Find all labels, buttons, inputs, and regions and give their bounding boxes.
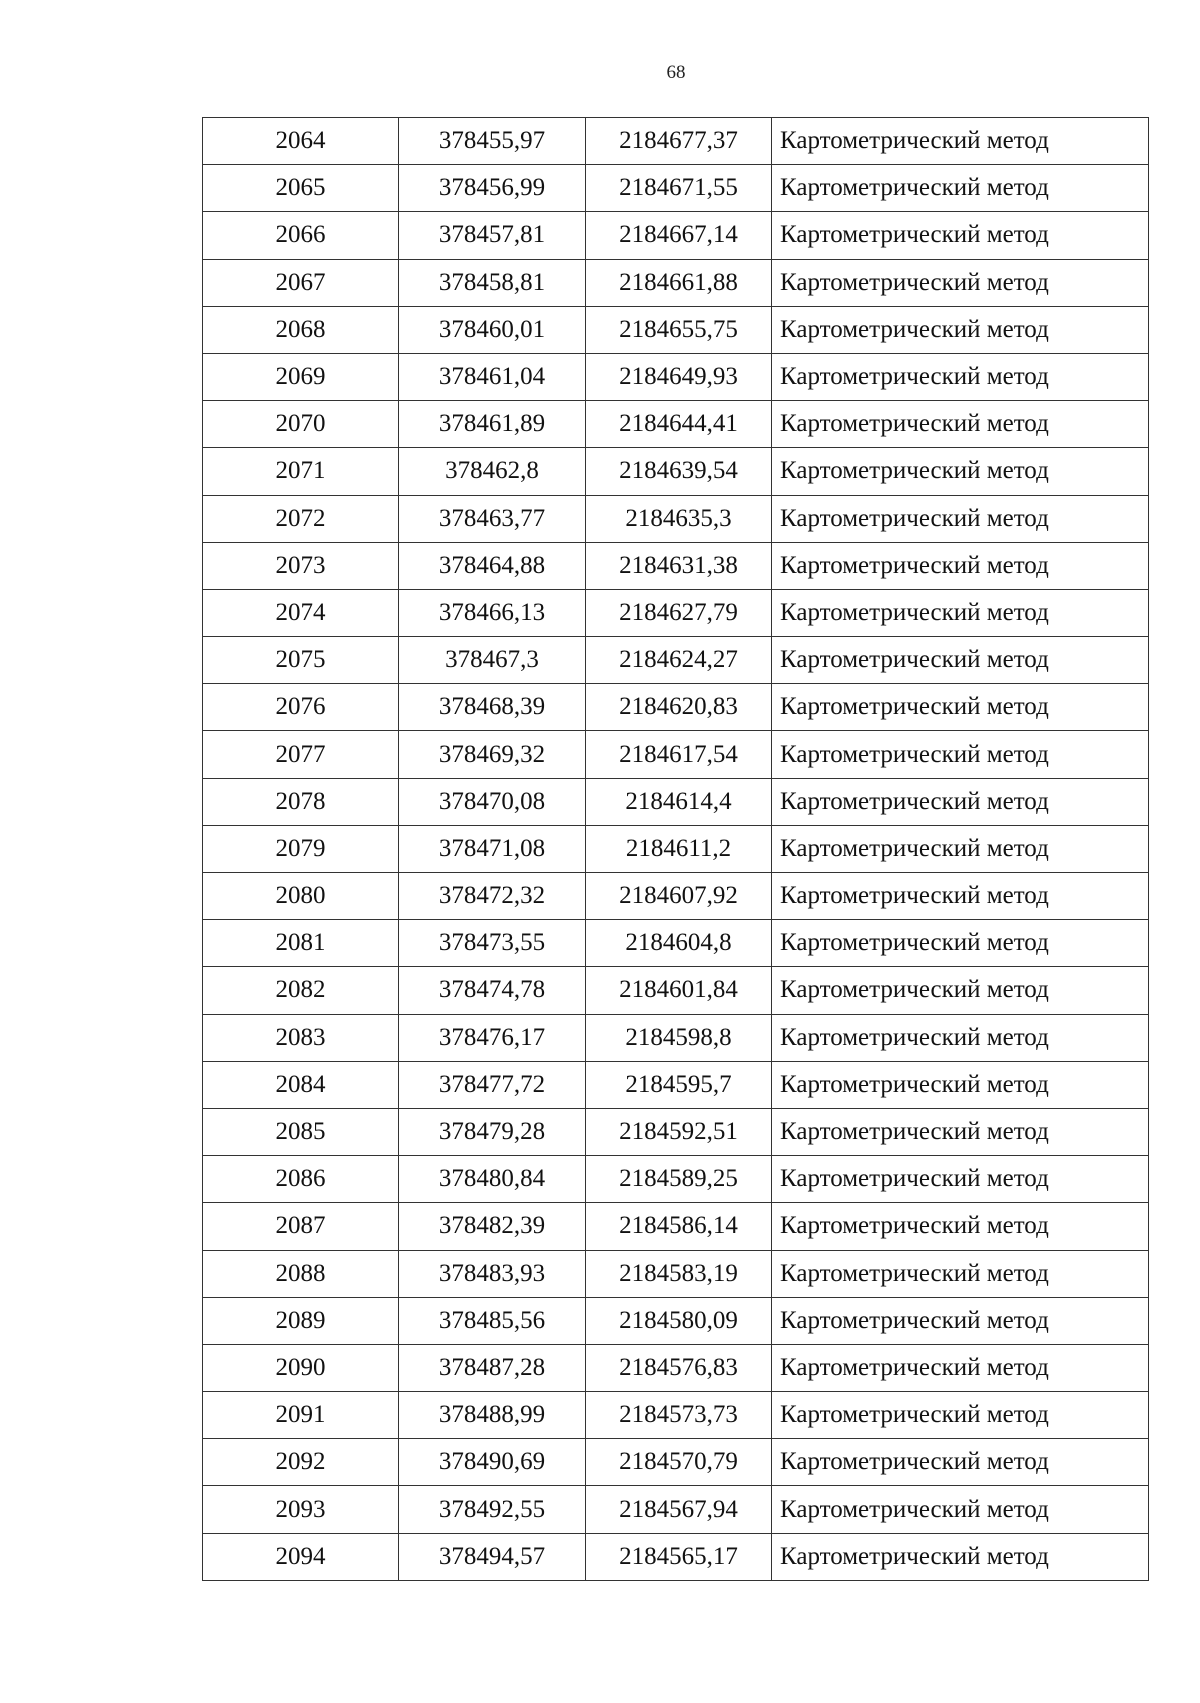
y-coordinate-cell: 2184595,7	[586, 1061, 772, 1108]
table-row	[203, 1203, 1149, 1250]
table-row	[203, 1108, 1149, 1155]
method-cell: Картометрический метод	[772, 873, 1149, 920]
method-cell: Картометрический метод	[772, 637, 1149, 684]
x-coordinate-cell: 378471,08	[399, 825, 586, 872]
x-coordinate-cell: 378487,28	[399, 1344, 586, 1391]
x-coordinate-cell: 378460,01	[399, 306, 586, 353]
y-coordinate-cell: 2184607,92	[586, 873, 772, 920]
point-number-cell: 2065	[203, 165, 399, 212]
table-row	[203, 1014, 1149, 1061]
y-coordinate-cell: 2184677,37	[586, 118, 772, 165]
point-number-cell: 2069	[203, 353, 399, 400]
y-coordinate-cell: 2184567,94	[586, 1486, 772, 1533]
table-row	[203, 1344, 1149, 1391]
point-number-cell: 2080	[203, 873, 399, 920]
y-coordinate-cell: 2184570,79	[586, 1439, 772, 1486]
table-row	[203, 1486, 1149, 1533]
x-coordinate-cell: 378480,84	[399, 1156, 586, 1203]
point-number-cell: 2086	[203, 1156, 399, 1203]
y-coordinate-cell: 2184592,51	[586, 1108, 772, 1155]
method-cell: Картометрический метод	[772, 731, 1149, 778]
method-cell: Картометрический метод	[772, 825, 1149, 872]
x-coordinate-cell: 378467,3	[399, 637, 586, 684]
x-coordinate-cell: 378457,81	[399, 212, 586, 259]
method-cell: Картометрический метод	[772, 1156, 1149, 1203]
point-number-cell: 2072	[203, 495, 399, 542]
x-coordinate-cell: 378472,32	[399, 873, 586, 920]
method-cell: Картометрический метод	[772, 684, 1149, 731]
table-row	[203, 165, 1149, 212]
x-coordinate-cell: 378490,69	[399, 1439, 586, 1486]
point-number-cell: 2090	[203, 1344, 399, 1391]
y-coordinate-cell: 2184635,3	[586, 495, 772, 542]
method-cell: Картометрический метод	[772, 118, 1149, 165]
y-coordinate-cell: 2184639,54	[586, 448, 772, 495]
x-coordinate-cell: 378482,39	[399, 1203, 586, 1250]
y-coordinate-cell: 2184604,8	[586, 920, 772, 967]
x-coordinate-cell: 378476,17	[399, 1014, 586, 1061]
y-coordinate-cell: 2184617,54	[586, 731, 772, 778]
point-number-cell: 2081	[203, 920, 399, 967]
point-number-cell: 2094	[203, 1533, 399, 1580]
x-coordinate-cell: 378473,55	[399, 920, 586, 967]
y-coordinate-cell: 2184589,25	[586, 1156, 772, 1203]
method-cell: Картометрический метод	[772, 967, 1149, 1014]
point-number-cell: 2073	[203, 542, 399, 589]
x-coordinate-cell: 378485,56	[399, 1297, 586, 1344]
point-number-cell: 2076	[203, 684, 399, 731]
y-coordinate-cell: 2184667,14	[586, 212, 772, 259]
x-coordinate-cell: 378455,97	[399, 118, 586, 165]
x-coordinate-cell: 378461,04	[399, 353, 586, 400]
point-number-cell: 2074	[203, 589, 399, 636]
method-cell: Картометрический метод	[772, 401, 1149, 448]
point-number-cell: 2075	[203, 637, 399, 684]
table-row	[203, 967, 1149, 1014]
method-cell: Картометрический метод	[772, 495, 1149, 542]
x-coordinate-cell: 378488,99	[399, 1392, 586, 1439]
method-cell: Картометрический метод	[772, 259, 1149, 306]
x-coordinate-cell: 378469,32	[399, 731, 586, 778]
table-row	[203, 825, 1149, 872]
method-cell: Картометрический метод	[772, 1061, 1149, 1108]
x-coordinate-cell: 378470,08	[399, 778, 586, 825]
method-cell: Картометрический метод	[772, 1392, 1149, 1439]
y-coordinate-cell: 2184583,19	[586, 1250, 772, 1297]
table-row	[203, 542, 1149, 589]
y-coordinate-cell: 2184580,09	[586, 1297, 772, 1344]
method-cell: Картометрический метод	[772, 920, 1149, 967]
y-coordinate-cell: 2184649,93	[586, 353, 772, 400]
x-coordinate-cell: 378477,72	[399, 1061, 586, 1108]
y-coordinate-cell: 2184601,84	[586, 967, 772, 1014]
x-coordinate-cell: 378483,93	[399, 1250, 586, 1297]
table-row	[203, 778, 1149, 825]
table-row	[203, 259, 1149, 306]
point-number-cell: 2084	[203, 1061, 399, 1108]
table-row	[203, 1392, 1149, 1439]
x-coordinate-cell: 378468,39	[399, 684, 586, 731]
x-coordinate-cell: 378492,55	[399, 1486, 586, 1533]
table-row	[203, 1439, 1149, 1486]
method-cell: Картометрический метод	[772, 1203, 1149, 1250]
point-number-cell: 2079	[203, 825, 399, 872]
coordinates-table	[202, 117, 1149, 1581]
point-number-cell: 2067	[203, 259, 399, 306]
table-row	[203, 448, 1149, 495]
y-coordinate-cell: 2184614,4	[586, 778, 772, 825]
y-coordinate-cell: 2184655,75	[586, 306, 772, 353]
table-row	[203, 306, 1149, 353]
method-cell: Картометрический метод	[772, 1108, 1149, 1155]
table-row	[203, 353, 1149, 400]
table-row	[203, 1297, 1149, 1344]
point-number-cell: 2088	[203, 1250, 399, 1297]
table-row	[203, 495, 1149, 542]
method-cell: Картометрический метод	[772, 1014, 1149, 1061]
x-coordinate-cell: 378464,88	[399, 542, 586, 589]
coordinates-table-body	[203, 118, 1149, 1581]
point-number-cell: 2085	[203, 1108, 399, 1155]
method-cell: Картометрический метод	[772, 212, 1149, 259]
table-row	[203, 637, 1149, 684]
method-cell: Картометрический метод	[772, 1250, 1149, 1297]
method-cell: Картометрический метод	[772, 1297, 1149, 1344]
method-cell: Картометрический метод	[772, 1344, 1149, 1391]
y-coordinate-cell: 2184611,2	[586, 825, 772, 872]
x-coordinate-cell: 378466,13	[399, 589, 586, 636]
y-coordinate-cell: 2184598,8	[586, 1014, 772, 1061]
point-number-cell: 2089	[203, 1297, 399, 1344]
x-coordinate-cell: 378458,81	[399, 259, 586, 306]
method-cell: Картометрический метод	[772, 165, 1149, 212]
x-coordinate-cell: 378463,77	[399, 495, 586, 542]
method-cell: Картометрический метод	[772, 353, 1149, 400]
x-coordinate-cell: 378461,89	[399, 401, 586, 448]
table-row	[203, 212, 1149, 259]
table-row	[203, 1156, 1149, 1203]
table-row	[203, 1250, 1149, 1297]
table-row	[203, 118, 1149, 165]
x-coordinate-cell: 378494,57	[399, 1533, 586, 1580]
table-row	[203, 401, 1149, 448]
point-number-cell: 2093	[203, 1486, 399, 1533]
table-row	[203, 731, 1149, 778]
table-row	[203, 1061, 1149, 1108]
point-number-cell: 2077	[203, 731, 399, 778]
point-number-cell: 2066	[203, 212, 399, 259]
table-row	[203, 920, 1149, 967]
y-coordinate-cell: 2184661,88	[586, 259, 772, 306]
method-cell: Картометрический метод	[772, 448, 1149, 495]
y-coordinate-cell: 2184671,55	[586, 165, 772, 212]
x-coordinate-cell: 378456,99	[399, 165, 586, 212]
y-coordinate-cell: 2184624,27	[586, 637, 772, 684]
method-cell: Картометрический метод	[772, 306, 1149, 353]
page-number: 68	[666, 62, 686, 83]
method-cell: Картометрический метод	[772, 1533, 1149, 1580]
point-number-cell: 2082	[203, 967, 399, 1014]
point-number-cell: 2064	[203, 118, 399, 165]
x-coordinate-cell: 378479,28	[399, 1108, 586, 1155]
table-row	[203, 873, 1149, 920]
table-row	[203, 1533, 1149, 1580]
y-coordinate-cell: 2184644,41	[586, 401, 772, 448]
x-coordinate-cell: 378474,78	[399, 967, 586, 1014]
point-number-cell: 2070	[203, 401, 399, 448]
x-coordinate-cell: 378462,8	[399, 448, 586, 495]
point-number-cell: 2087	[203, 1203, 399, 1250]
point-number-cell: 2071	[203, 448, 399, 495]
y-coordinate-cell: 2184620,83	[586, 684, 772, 731]
method-cell: Картометрический метод	[772, 1486, 1149, 1533]
point-number-cell: 2078	[203, 778, 399, 825]
point-number-cell: 2068	[203, 306, 399, 353]
point-number-cell: 2091	[203, 1392, 399, 1439]
table-row	[203, 684, 1149, 731]
y-coordinate-cell: 2184631,38	[586, 542, 772, 589]
method-cell: Картометрический метод	[772, 778, 1149, 825]
y-coordinate-cell: 2184565,17	[586, 1533, 772, 1580]
method-cell: Картометрический метод	[772, 1439, 1149, 1486]
table-row	[203, 589, 1149, 636]
y-coordinate-cell: 2184627,79	[586, 589, 772, 636]
method-cell: Картометрический метод	[772, 542, 1149, 589]
method-cell: Картометрический метод	[772, 589, 1149, 636]
y-coordinate-cell: 2184586,14	[586, 1203, 772, 1250]
y-coordinate-cell: 2184576,83	[586, 1344, 772, 1391]
point-number-cell: 2083	[203, 1014, 399, 1061]
y-coordinate-cell: 2184573,73	[586, 1392, 772, 1439]
point-number-cell: 2092	[203, 1439, 399, 1486]
